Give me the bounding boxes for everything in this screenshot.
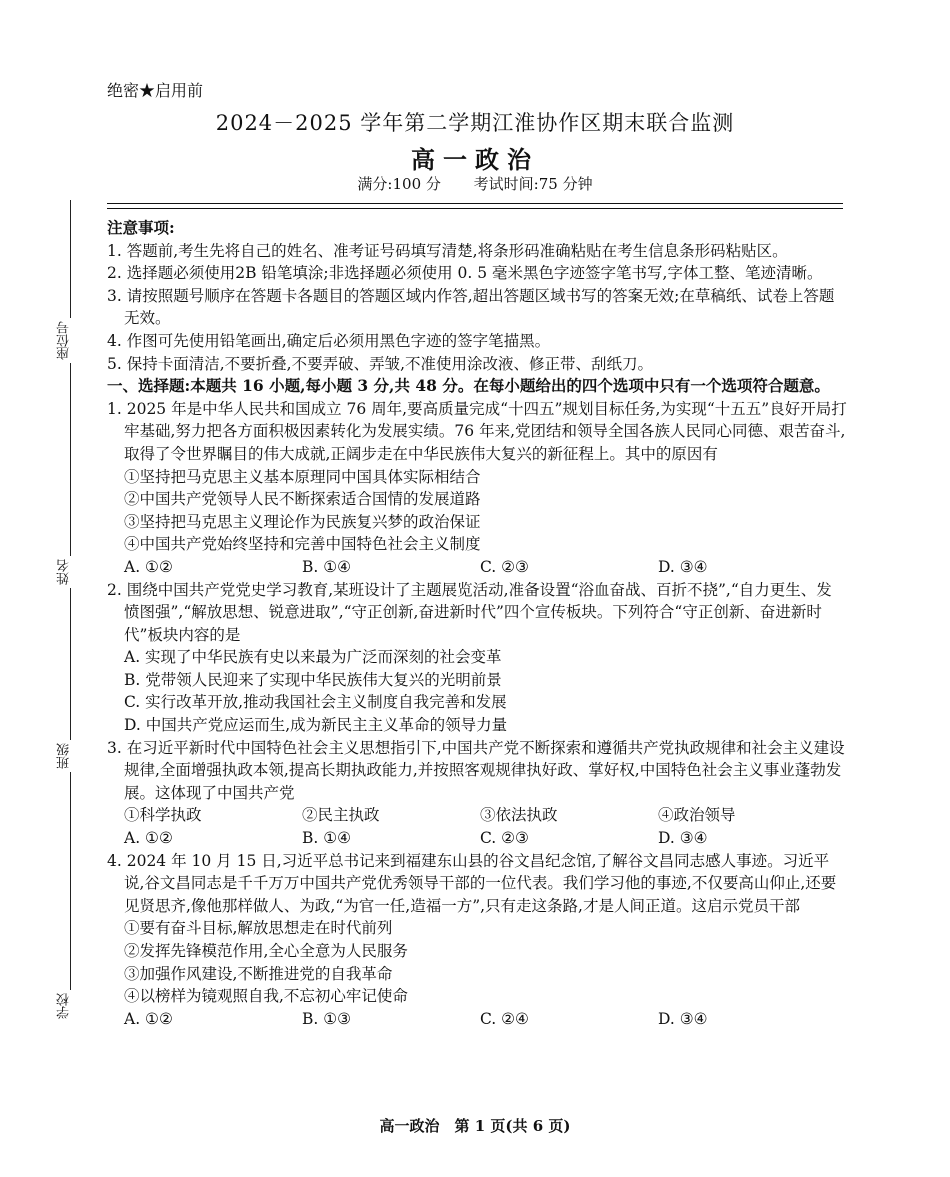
choice: A. ①② [124, 557, 173, 576]
statement: ④以榜样为镜观照自我,不忘初心牢记使命 [124, 987, 408, 1006]
choice: C. 实行改革开放,推动我国社会主义制度自我完善和发展 [124, 693, 507, 712]
choice: B. 党带领人民迎来了实现中华民族伟大复兴的光明前景 [124, 670, 502, 689]
full-score: 满分:100 分 [357, 175, 441, 193]
seat-number-label: 座位号 [58, 318, 82, 363]
choice: C. ②④ [480, 1009, 529, 1028]
notice-item: 1. 答题前,考生先将自己的姓名、准考证号码填写清楚,将条形码准确粘贴在考生信息条形码粘贴区。 [107, 241, 788, 260]
subject-title: 高一政治 [411, 145, 539, 174]
statement: ①要有奋斗目标,解放思想走在时代前列 [124, 919, 393, 938]
choice: A. ①② [124, 829, 173, 848]
notice-item: 3. 请按照题号顺序在答题卡各题目的答题区域内作答,超出答题区域书写的答案无效;在草稿纸、试卷上答题无效。 [107, 286, 835, 328]
name-label: 姓名 [58, 556, 82, 588]
choice: C. ②③ [480, 829, 529, 848]
question-stem: 1. 2025 年是中华人民共和国成立 76 周年,要高质量完成“十四五”规划目标任务,为实现“十五五”良好开局打牢基础,努力把各方面积极因素转化为发展实绩。76 年来,党团结和领导全国各族人民同心同德、艰苦奋斗,取得了令世界瞩目的伟大成就,正阔步走在中华民族伟大复兴的新征程上。其中的原因有 [107, 399, 847, 463]
choice: B. ①④ [302, 557, 352, 576]
choice: B. ①④ [302, 829, 352, 848]
question-stem: 2. 围绕中国共产党党史学习教育,某班设计了主题展览活动,准备设置“浴血奋战、百折不挠”,“自力更生、发愤图强”,“解放思想、锐意进取”,“守正创新,奋进新时代”四个宣传板块。下列符合“守正创新、奋进新时代”板块内容的是 [107, 580, 832, 644]
notice-item: 2. 选择题必须使用2B 铅笔填涂;非选择题必须使用 0. 5 毫米黑色字迹签字笔书写,字体工整、笔迹清晰。 [107, 264, 823, 283]
header-rule [107, 203, 843, 204]
school-label: 学校 [58, 990, 82, 1022]
statement: ②发挥先锋模范作用,全心全意为人民服务 [124, 942, 408, 960]
notice-item: 4. 作图可先使用铅笔画出,确定后必须用黑色字迹的签字笔描黑。 [107, 331, 551, 350]
choice: D. ③④ [658, 557, 708, 576]
choice: D. ③④ [658, 829, 708, 848]
confidential-mark: 绝密★启用前 [107, 81, 204, 100]
statement: ④政治领导 [658, 806, 736, 825]
statement: ③坚持把马克思主义理论作为民族复兴梦的政治保证 [124, 512, 481, 531]
statement-row [107, 804, 847, 827]
choice-row [107, 827, 847, 850]
section-heading: 一、选择题:本题共 16 小题,每小题 3 分,共 48 分。在每小题给出的四个选项中只有一个选项符合题意。 [107, 376, 830, 396]
exam-title: 2024－2025 学年第二学期江淮协作区期末联合监测 [215, 111, 735, 135]
exam-time: 考试时间:75 分钟 [473, 175, 593, 193]
statement: ①科学执政 [124, 806, 202, 825]
statement: ①坚持把马克思主义基本原理同中国具体实际相结合 [124, 467, 481, 486]
exam-content [107, 217, 847, 1030]
choice: A. 实现了中华民族有史以来最为广泛而深刻的社会变革 [124, 648, 502, 667]
statement: ③加强作风建设,不断推进党的自我革命 [124, 964, 393, 983]
question-stem: 3. 在习近平新时代中国特色社会主义思想指引下,中国共产党不断探索和遵循共产党执政规律和社会主义建设规律,全面增强执政本领,提高长期执政能力,并按照客观规律执好政、掌好权,中国特色社会主义事业蓬勃发展。这体现了中国共产党 [107, 738, 845, 802]
statement: ②中国共产党领导人民不断探索适合国情的发展道路 [124, 490, 481, 509]
choice: A. ①② [124, 1009, 173, 1028]
choice: C. ②③ [480, 557, 529, 576]
notice-title: 注意事项: [107, 218, 175, 237]
choice-row [107, 1008, 847, 1031]
statement: ③依法执政 [480, 806, 558, 825]
choice: B. ①③ [302, 1009, 352, 1028]
question-stem: 4. 2024 年 10 月 15 日,习近平总书记来到福建东山县的谷文昌纪念馆,了解谷文昌同志感人事迹。习近平说,谷文昌同志是千千万万中国共产党优秀领导干部的一位代表。我们学习他的事迹,不仅要高山仰止,还要见贤思齐,像他那样做人、为政,“为官一任,造福一方”,只有走这条路,才是人间正道。这启示党员干部 [107, 851, 837, 915]
statement: ②民主执政 [302, 806, 380, 825]
header-rule-thin [107, 208, 843, 209]
statement: ④中国共产党始终坚持和完善中国特色社会主义制度 [124, 535, 481, 554]
class-label: 班级 [58, 740, 82, 772]
binding-strip [0, 0, 100, 1177]
exam-meta [100, 173, 850, 194]
notice-item: 5. 保持卡面清洁,不要折叠,不要弄破、弄皱,不准使用涂改液、修正带、刮纸刀。 [107, 354, 653, 373]
choice: D. ③④ [658, 1009, 708, 1028]
choice: D. 中国共产党应运而生,成为新民主主义革命的领导力量 [124, 716, 508, 735]
choice-row [107, 556, 847, 579]
page-footer: 高一政治 第 1 页(共 6 页) [379, 1117, 571, 1135]
